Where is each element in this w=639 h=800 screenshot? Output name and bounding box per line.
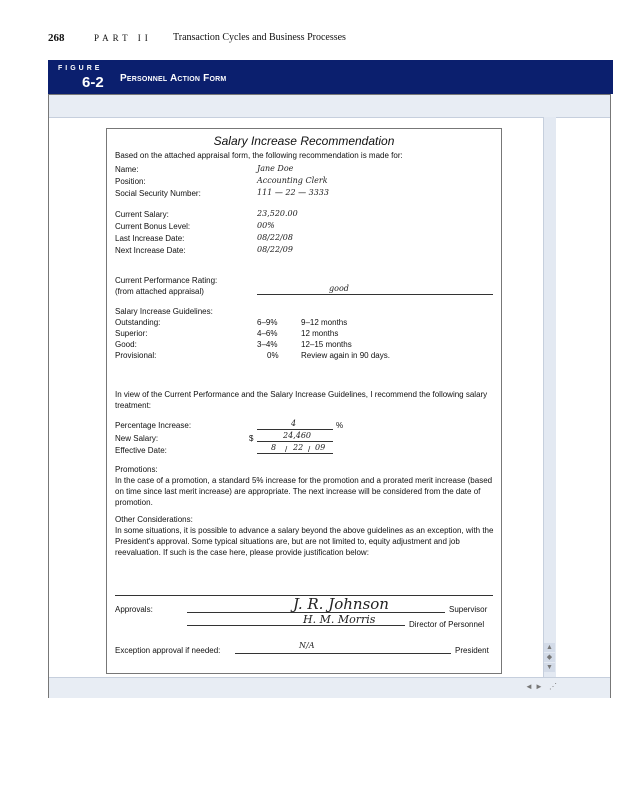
current-salary-value: 23,520.00 — [257, 209, 298, 218]
effective-month: 8 — [271, 443, 277, 452]
guideline-increase: 0% — [267, 351, 279, 360]
page-number: 268 — [48, 32, 65, 44]
window-top-bar — [49, 95, 610, 118]
bonus-level-value: 00% — [257, 221, 275, 230]
next-increase-label: Next Increase Date: — [115, 246, 186, 255]
exception-label: Exception approval if needed: — [115, 646, 221, 655]
position-label: Position: — [115, 177, 146, 186]
ssn-value: 111 — 22 — 3333 — [257, 188, 329, 197]
guideline-increase: 3–4% — [257, 340, 278, 349]
guideline-rating: Outstanding: — [115, 318, 161, 327]
personnel-role: Director of Personnel — [409, 620, 485, 629]
personnel-signature: H. M. Morris — [303, 613, 376, 626]
part-label: PART II — [94, 33, 152, 43]
name-value: Jane Doe — [257, 164, 294, 173]
approvals-label: Approvals: — [115, 605, 153, 614]
guideline-increase: 6–9% — [257, 318, 278, 327]
form-title: Salary Increase Recommendation — [213, 134, 395, 148]
supervisor-signature: J. R. Johnson — [293, 595, 389, 613]
date-separator: / — [285, 445, 288, 454]
ssn-label: Social Security Number: — [115, 189, 201, 198]
current-salary-label: Current Salary: — [115, 210, 169, 219]
new-salary-label: New Salary: — [115, 434, 159, 443]
scroll-up-icon[interactable]: ▲ — [544, 643, 555, 652]
figure-title: Personnel Action Form — [120, 73, 227, 84]
percent-sign: % — [336, 421, 344, 430]
guideline-rating: Superior: — [115, 329, 148, 338]
figure-word: FIGURE — [58, 65, 103, 72]
last-increase-value: 08/22/08 — [257, 233, 293, 242]
page-back-icon[interactable]: ◄ — [525, 682, 533, 691]
effective-day: 22 — [293, 443, 304, 452]
position-value: Accounting Clerk — [257, 176, 328, 185]
guideline-interval: Review again in 90 days. — [301, 351, 390, 360]
figure-number: 6-2 — [82, 74, 104, 91]
guideline-interval: 12 months — [301, 329, 339, 338]
new-salary-line — [257, 441, 333, 442]
form-intro: Based on the attached appraisal form, the following recommendation is made for: — [115, 151, 403, 160]
recommendation-text: In view of the Current Performance and the Salary Increase Guidelines, I recommend the following salary treatment: — [115, 390, 488, 410]
personnel-action-form — [106, 128, 502, 674]
vertical-scrollbar[interactable] — [543, 117, 556, 677]
personnel-line — [187, 625, 405, 626]
chapter-title: Transaction Cycles and Business Processes — [173, 32, 346, 43]
scroll-page-icon[interactable]: ◆ — [544, 653, 555, 662]
guideline-interval: 12–15 months — [301, 340, 352, 349]
exception-value: N/A — [299, 641, 315, 650]
guideline-rating: Provisional: — [115, 351, 157, 360]
figure-banner — [48, 60, 613, 94]
window-bottom-bar — [49, 677, 610, 698]
exception-line — [235, 653, 451, 654]
performance-sublabel: (from attached appraisal) — [115, 287, 204, 296]
bonus-level-label: Current Bonus Level: — [115, 222, 191, 231]
next-increase-value: 08/22/09 — [257, 245, 293, 254]
guidelines-heading: Salary Increase Guidelines: — [115, 307, 213, 316]
percentage-label: Percentage Increase: — [115, 421, 192, 430]
dollar-sign: $ — [249, 434, 254, 443]
last-increase-label: Last Increase Date: — [115, 234, 185, 243]
percentage-line — [257, 429, 333, 430]
promotions-heading: Promotions: — [115, 465, 158, 474]
effective-date-label: Effective Date: — [115, 446, 167, 455]
page-forward-icon[interactable]: ► — [535, 682, 543, 691]
name-label: Name: — [115, 165, 139, 174]
supervisor-role: Supervisor — [449, 605, 488, 614]
effective-year: 09 — [315, 443, 326, 452]
president-role: President — [455, 646, 489, 655]
effective-date-line — [257, 453, 333, 454]
date-separator: / — [308, 445, 311, 454]
performance-line — [257, 294, 493, 295]
performance-label: Current Performance Rating: — [115, 276, 218, 285]
guideline-interval: 9–12 months — [301, 318, 348, 327]
guideline-rating: Good: — [115, 340, 137, 349]
new-salary-value: 24,460 — [283, 431, 311, 440]
percentage-value: 4 — [291, 419, 297, 428]
other-heading: Other Considerations: — [115, 515, 193, 524]
guideline-increase: 4–6% — [257, 329, 278, 338]
promotions-text: In the case of a promotion, a standard 5% increase for the promotion and a prorated merit increase (based on time since last merit increase) are appropriate. The next increase will be considered from the date of promotion. — [115, 476, 493, 507]
performance-value: good — [329, 284, 349, 293]
scroll-down-icon[interactable]: ▼ — [544, 663, 555, 672]
resize-grip-icon[interactable]: ⋰ — [549, 682, 557, 691]
other-text: In some situations, it is possible to advance a salary beyond the above guidelines as an exception, with the President's approval. Some typical situations are, but are not limited to, equity adjustment and job reevaluation. If such is the case here, please provide justification below: — [115, 526, 494, 557]
